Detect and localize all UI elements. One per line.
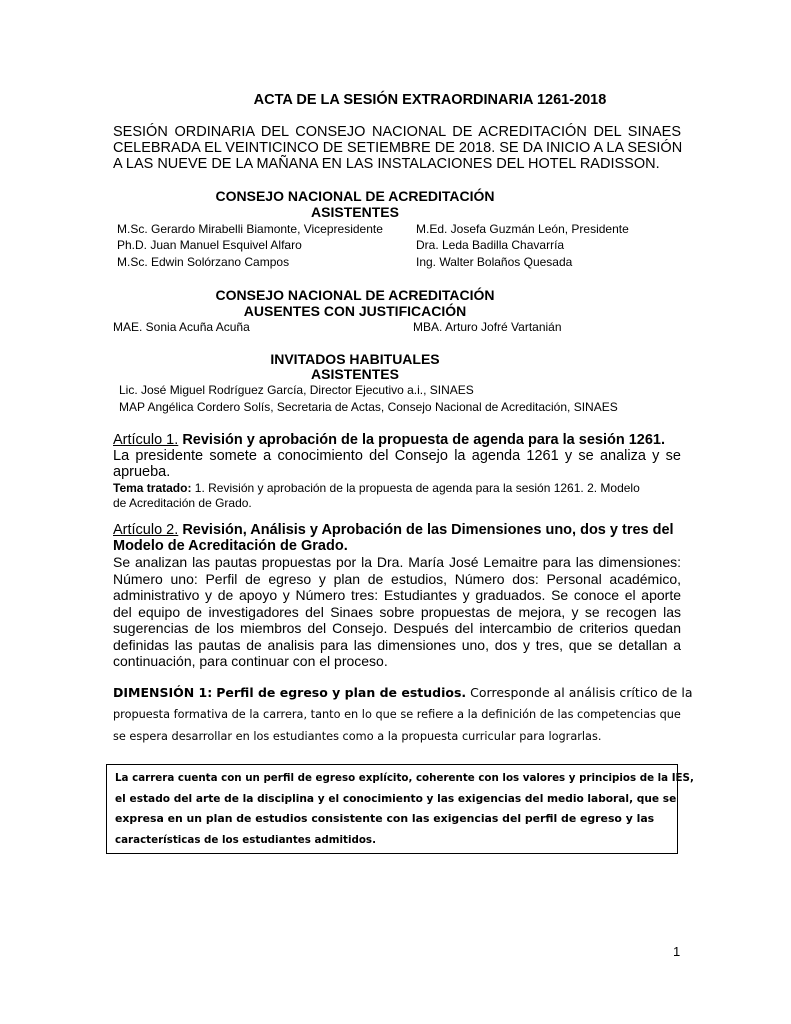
member-right: Dra. Leda Badilla Chavarría: [416, 238, 565, 252]
page-number: 1: [673, 944, 681, 959]
criterion-line: características de los estudiantes admitidos.: [115, 833, 376, 846]
council-present-subheading: ASISTENTES: [311, 204, 399, 220]
article1-label: Artículo 1.: [113, 432, 179, 448]
council-absent-subheading: AUSENTES CON JUSTIFICACIÓN: [243, 303, 467, 319]
article2-title-line: Revisión, Análisis y Aprobación de las Dimensiones uno, dos y tres del: [182, 522, 674, 538]
dimension1-paragraph: [113, 682, 693, 748]
article2-line: sugerencias de los miembros del Consejo. Después del intercambio de criterios quedan: [113, 620, 681, 636]
guests-heading: INVITADOS HABITUALES: [270, 351, 440, 367]
criterion-line: La carrera cuenta con un perfil de egreso explícito, coherente con los valores y principios de la IES,: [115, 772, 694, 784]
intro-paragraph: [113, 124, 681, 172]
dimension1-line: se espera desarrollar en los estudiantes como a la propuesta curricular para lograrlas.: [113, 730, 602, 743]
article1-title: Revisión y aprobación de la propuesta de agenda para la sesión 1261.: [182, 432, 666, 448]
guests-subheading: ASISTENTES: [311, 366, 399, 382]
article2-title-line: Modelo de Acreditación de Grado.: [113, 538, 348, 554]
absent-member-left: MAE. Sonia Acuña Acuña: [113, 320, 250, 334]
article2-line: administrativo y de apoyo y Número tres: Estudiantes y graduados. Se conoce el aporte: [113, 587, 681, 603]
member-right: Ing. Walter Bolaños Quesada: [416, 255, 573, 269]
member-right: M.Ed. Josefa Guzmán León, Presidente: [416, 222, 629, 236]
article1-heading: [113, 432, 681, 448]
dimension1-line: propuesta formativa de la carrera, tanto en lo que se refiere a la definición de las competencias que: [113, 708, 681, 721]
member-left: Ph.D. Juan Manuel Esquivel Alfaro: [117, 238, 302, 252]
topic-line: 1. Revisión y aprobación de la propuesta de agenda para la sesión 1261. 2. Modelo: [191, 481, 640, 495]
intro-line: A LAS NUEVE DE LA MAÑANA EN LAS INSTALACIONES DEL HOTEL RADISSON.: [113, 156, 660, 172]
article1-line: La presidente somete a conocimiento del Consejo la agenda 1261 y se analiza y se: [113, 448, 681, 464]
article2-body: [113, 554, 681, 670]
council-present-heading: CONSEJO NACIONAL DE ACREDITACIÓN: [215, 188, 495, 204]
dimension1-title: Perfil de egreso y plan de estudios.: [216, 685, 467, 700]
topic-line: de Acreditación de Grado.: [113, 496, 252, 510]
article2-line: definidas las pautas de analisis para las dimensiones uno, dos y tres, que se detallan a: [113, 636, 681, 653]
council-absent-heading: CONSEJO NACIONAL DE ACREDITACIÓN: [215, 287, 495, 303]
criterion-line: el estado del arte de la disciplina y el conocimiento y las exigencias del medio laboral, que se: [115, 792, 677, 805]
topic-label: Tema tratado:: [113, 481, 192, 495]
absent-member-right: MBA. Arturo Jofré Vartanián: [413, 320, 562, 334]
member-left: M.Sc. Gerardo Mirabelli Biamonte, Vicepresidente: [117, 222, 383, 236]
article1-body: [113, 448, 681, 480]
article2-line: Número uno: Perfil de egreso y plan de estudios, Número dos: Personal académico,: [113, 570, 681, 587]
member-left: M.Sc. Edwin Solórzano Campos: [117, 255, 290, 269]
document-title: ACTA DE LA SESIÓN EXTRAORDINARIA 1261-2018: [253, 92, 607, 108]
dimension1-label: DIMENSIÓN 1:: [113, 685, 213, 700]
article2-label: Artículo 2.: [113, 522, 179, 538]
article2-line: continuación, para continuar con el proceso.: [113, 653, 388, 669]
intro-line: SESIÓN ORDINARIA DEL CONSEJO NACIONAL DE ACREDITACIÓN DEL SINAES: [113, 124, 681, 140]
criterion-line: expresa en un plan de estudios consistente con las exigencias del perfil de egreso y las: [115, 812, 655, 825]
article1-line: aprueba.: [113, 464, 171, 480]
guest-item: Lic. José Miguel Rodríguez García, Director Ejecutivo a.i., SINAES: [119, 383, 474, 397]
article1-topic: [113, 481, 681, 511]
criterion-box: [106, 764, 694, 854]
dimension1-line: Corresponde al análisis crítico de la: [466, 685, 693, 700]
article2-line: del equipo de investigadores del Sinaes sobre propuestas de mejora, y se recogen las: [113, 603, 681, 620]
guest-item: MAP Angélica Cordero Solís, Secretaria de Actas, Consejo Nacional de Acreditación, SINAES: [119, 400, 618, 414]
intro-line: CELEBRADA EL VEINTICINCO DE SETIEMBRE DE 2018. SE DA INICIO A LA SESIÓN: [113, 140, 683, 156]
article2-heading: [113, 522, 681, 554]
article2-line: Se analizan las pautas propuestas por la Dra. María José Lemaitre para las dimensiones:: [113, 554, 681, 570]
